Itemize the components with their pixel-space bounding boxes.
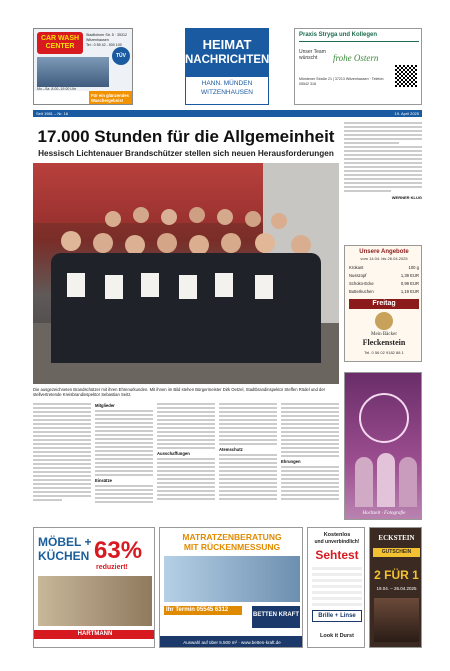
- bakery-dates: vom 14.04. bis 26.04.2025: [360, 256, 408, 261]
- wheat-logo-icon: [375, 312, 393, 330]
- masthead-subtitle-line1: HANN. MÜNDEN: [201, 80, 253, 87]
- article-subheadline: Hessisch Lichtenauer Brandschützer stellen sich neuen Herausforderungen: [38, 149, 334, 158]
- eckstein-brand: ECKSTEIN: [378, 534, 415, 542]
- carwash-phone: Tel.: 0 55 42 - 500 100: [86, 43, 122, 47]
- qr-code-icon[interactable]: [395, 65, 417, 87]
- ad-kuechen[interactable]: [33, 527, 155, 648]
- optik-text-block: [312, 566, 362, 606]
- article-column-3: [157, 403, 215, 523]
- bakery-title: Unsere Angebote: [359, 249, 409, 255]
- masthead-subtitle-line2: WITZENHAUSEN: [201, 89, 253, 96]
- optik-bottom: Look it Durst: [320, 633, 354, 639]
- matratzen-photo: [164, 556, 300, 602]
- subhead-ausschaffungen: Ausschaffungen: [157, 451, 190, 456]
- eckstein-banner: GUTSCHEIN: [373, 548, 420, 557]
- ad-optik[interactable]: [307, 527, 365, 648]
- eckstein-deal: 2 FÜR 1: [374, 568, 419, 582]
- article-headline: 17.000 Stunden für die Allgemeinheit: [37, 127, 335, 146]
- subhead-ehrungen: Ehrungen: [281, 459, 301, 464]
- kuechen-line2: KÜCHEN: [38, 549, 90, 563]
- issue-date: 19. April 2025: [394, 111, 419, 116]
- article-column-4: [219, 403, 277, 523]
- article-column-1: [33, 403, 91, 523]
- bakery-brand: Fleckenstein: [362, 338, 406, 347]
- kuechen-photo: [38, 576, 152, 626]
- eckstein-dates: 19.04. – 26.04.2025: [376, 586, 417, 591]
- bakery-offer-day: Freitag: [349, 299, 419, 309]
- issue-number: Seit 1981 – Nr. 16: [36, 111, 69, 116]
- carwash-banner: Für ein glänzendes Waschergebnis!: [89, 91, 133, 105]
- ad-physio[interactable]: [294, 28, 422, 105]
- subhead-atemschutz: Atemschutz: [219, 447, 243, 452]
- bakery-phone: Tel. 0 56 02 9182 88 1: [364, 350, 404, 355]
- bakery-item: Nusszopf: [349, 273, 367, 278]
- ad-matratzen[interactable]: [159, 527, 303, 648]
- kuechen-brand: HARTMANN: [34, 630, 155, 639]
- ad-bakery[interactable]: [344, 245, 422, 362]
- bakery-brand-sub: Mein Bäcker: [371, 332, 397, 337]
- optik-line1: Kostenlos: [323, 532, 351, 538]
- matratzen-title-1: MATRATZENBERATUNG: [182, 532, 282, 542]
- matratzen-footer: Auswahl auf über 5.500 m² · www.betten-kraft.de: [160, 636, 303, 648]
- kuechen-line1: MÖBEL +: [38, 535, 92, 549]
- wedding-text: Hochzeit · Fotografie: [362, 511, 406, 516]
- matratzen-title-2: MIT RÜCKENMESSUNG: [183, 542, 281, 552]
- masthead-title-line1: HEIMAT: [202, 37, 252, 52]
- article-author: WERNER KLUG: [391, 195, 422, 200]
- kuechen-percent: 63%: [94, 537, 143, 564]
- matratzen-phone: Ihr Termin 05545 6312: [164, 606, 242, 615]
- physio-tagline-2: wünscht: [299, 55, 318, 61]
- article-column-2: [95, 403, 153, 523]
- subhead-einsaetze: Einsätze: [95, 478, 112, 483]
- article-column-5: [281, 403, 339, 523]
- bakery-item: Schoko-Ecke: [349, 281, 374, 286]
- carwash-logo: CAR WASH CENTER: [37, 32, 83, 54]
- matratzen-brand: BETTEN KRAFT: [252, 606, 300, 628]
- physio-contact: Mündener Straße 21 | 37213 Witzenhausen · Telefon: 05542 318: [299, 77, 385, 86]
- optik-line2: und unverbindlich!: [314, 539, 360, 545]
- bakery-item: Krokant: [349, 265, 364, 270]
- issue-bar: [33, 110, 422, 117]
- physio-greeting: frohe Ostern: [333, 53, 379, 63]
- bakery-price: 0,99 EUR: [400, 281, 419, 286]
- tuev-seal: TÜV: [112, 47, 130, 65]
- ad-eckstein[interactable]: [369, 527, 422, 648]
- eckstein-photo: [374, 598, 419, 642]
- carwash-photo: [37, 57, 109, 87]
- bakery-price: 1,39 EUR: [400, 273, 419, 278]
- optik-brand: Brille + Linse: [312, 610, 362, 622]
- ad-carwash[interactable]: [33, 28, 133, 105]
- physio-tagline-1: Unser Team: [299, 49, 326, 55]
- optik-big: Sehtest: [315, 548, 359, 562]
- masthead-title-line2: NACHRICHTEN: [185, 54, 270, 66]
- physio-name: Praxis Stryga und Kollegen: [299, 32, 378, 38]
- ad-wedding[interactable]: [344, 372, 422, 520]
- subhead-mitglieder: Mitglieder: [95, 403, 115, 408]
- bakery-price: 1,19 EUR: [400, 289, 419, 294]
- carwash-address: Stadtlohner Str. 5 · 35312 Witzenhausen: [86, 33, 127, 42]
- photo-caption: Die ausgezeichneten Brandschützer mit ihren Ehrenurkunden. Mit ihnen im Bild stehen Bürgermeister Dirk Oetzel, Stadtbrandinspektor Steffen Rödel und der stellvertretende Kreisbrandinspektor Sebastian Seitz.: [33, 387, 326, 397]
- kuechen-reduced: reduziert!: [96, 564, 128, 571]
- carwash-hours: Mo.–Sa. 8.00–19.00 Uhr: [37, 87, 77, 91]
- bakery-price: 100 g: [408, 265, 419, 270]
- bakery-item: Butterkuchen: [349, 289, 374, 294]
- masthead-logo: [185, 28, 269, 105]
- article-column-right-top: [344, 122, 422, 240]
- article-photo: [33, 163, 339, 384]
